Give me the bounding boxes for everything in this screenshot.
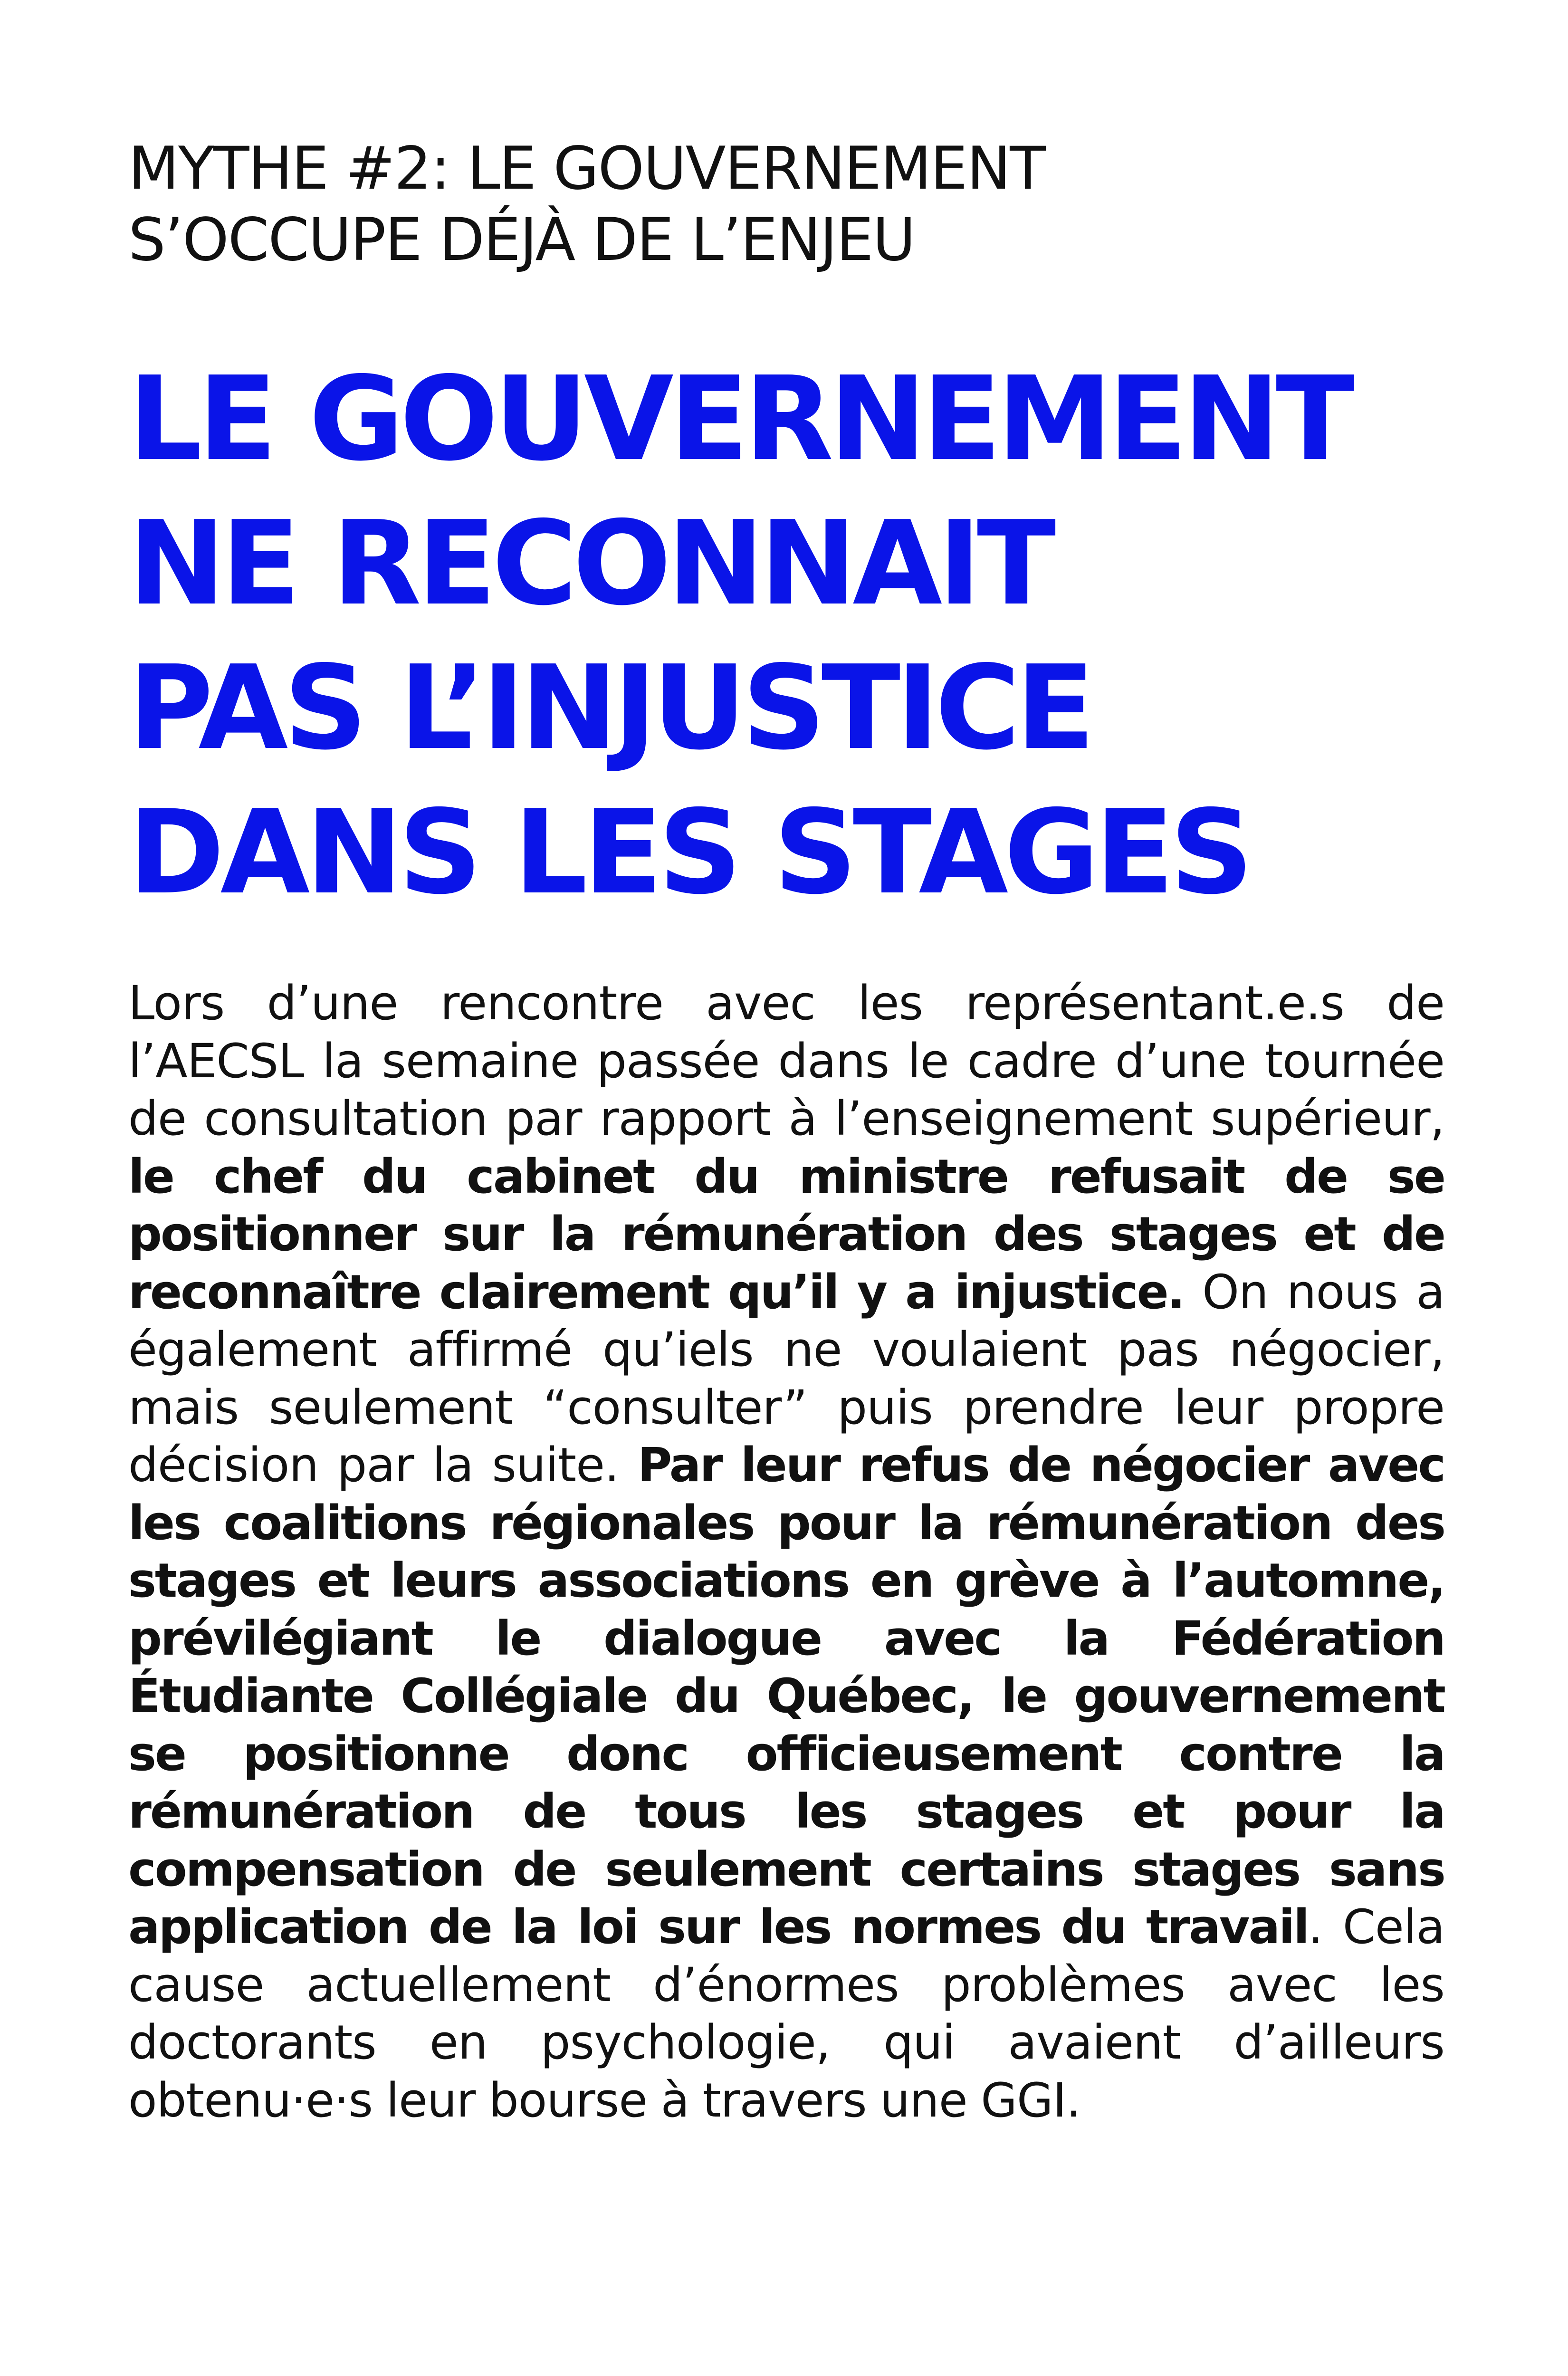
body-text-segment: Lors d’une rencontre avec les représentant.e.s de l’AECSL la semaine passée dans le cadre d’une tournée de consultation par rapport à l’enseignement supérieur, [128, 976, 1444, 1146]
kicker-line-1: MYTHE #2: LE GOUVERNEMENT [128, 134, 1045, 203]
body-bold-segment: le chef du cabinet du ministre refusait de se positionner sur la rémunération des stages et de reconnaître clairement qu’il y a injustice. [128, 1149, 1444, 1320]
headline-line-2: NE RECONNAIT [128, 496, 1052, 631]
body-bold-segment: Par leur refus de négocier avec les coalitions régionales pour la rémunération des stages et leurs associations en grève à l’automne, prévilégiant le dialogue avec la Fédération Étudiante Collégiale du Québec, le gouvernement se positionne donc officieusement contre la rémunération de tous les stages et pour la compensation de seulement certains stages sans application de la loi sur les normes du travail [128, 1438, 1444, 1954]
document-page [128, 133, 1444, 2176]
headline-line-3: PAS L’INJUSTICE [128, 641, 1091, 776]
myth-kicker [128, 133, 1444, 276]
headline [128, 347, 1444, 925]
headline-line-4: DANS LES STAGES [128, 785, 1249, 920]
body-text-segment: . Cela cause actuellement d’énormes problèmes avec les doctorants en psychologie, qui avaient d’ailleurs obtenu·e·s leur bourse à travers une GGI. [128, 1900, 1444, 2128]
body-text-segment: On nous a également affirmé qu’iels ne voulaient pas négocier, mais seulement “consulter” puis prendre leur propre décision par la suite. [128, 1265, 1444, 1493]
headline-line-1: LE GOUVERNEMENT [128, 352, 1351, 487]
kicker-line-2: S’OCCUPE DÉJÀ DE L’ENJEU [128, 206, 915, 274]
body-paragraph [128, 975, 1444, 2129]
